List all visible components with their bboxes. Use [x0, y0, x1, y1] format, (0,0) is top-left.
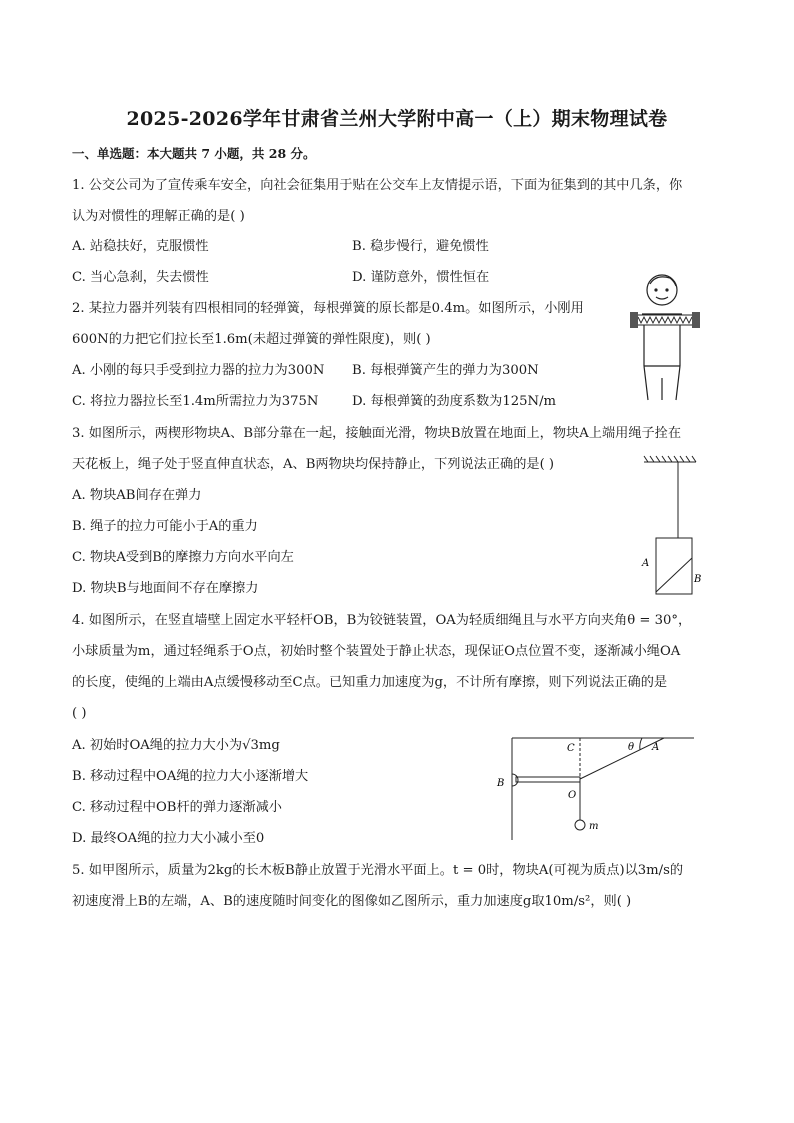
q2-option-d: D. 每根弹簧的劲度系数为125N/m	[352, 394, 557, 409]
q1-stem-line-1: 1. 公交公司为了宣传乘车安全，向社会征集用于贴在公交车上友情提示语，下面为征集到的其中几条，你	[72, 178, 683, 193]
label-a: A	[652, 742, 660, 753]
q3-option-a: A. 物块AB间存在弹力	[72, 488, 202, 503]
label-theta: θ	[628, 742, 635, 753]
contact-surface	[656, 558, 692, 592]
q5-stem-line-2: 初速度滑上B的左端，A、B的速度随时间变化的图像如乙图所示，重力加速度g取10m/s²，则( )	[72, 894, 632, 909]
q4-stem-line-2: 小球质量为m，通过轻绳系于O点，初始时整个装置处于静止状态，现保证O点位置不变，逐渐减小绳OA	[72, 644, 681, 659]
label-c: C	[567, 743, 575, 754]
q3-option-b: B. 绳子的拉力可能小于A的重力	[72, 519, 258, 534]
q4-figure-rod-rope	[492, 728, 696, 844]
q3-option-d: D. 物块B与地面间不存在摩擦力	[72, 581, 259, 596]
q2-option-a: A. 小刚的每只手受到拉力器的拉力为300N	[72, 363, 325, 378]
label-m: m	[589, 821, 599, 832]
q3-stem-line-1: 3. 如图所示，两楔形物块A、B部分靠在一起，接触面光滑，物块B放置在地面上，物块A上端用绳子拴在	[72, 426, 682, 441]
q1-stem-line-2: 认为对惯性的理解正确的是( )	[72, 209, 245, 224]
label-b: B	[694, 574, 702, 585]
q1-option-b: B. 稳步慢行，避免惯性	[352, 239, 489, 254]
wedge-block	[656, 538, 692, 594]
q4-option-a: A. 初始时OA绳的拉力大小为√3mg	[72, 738, 280, 753]
q2-stem-line-1: 2. 某拉力器并列装有四根相同的轻弹簧，每根弹簧的原长都是0.4m。如图所示，小刚用	[72, 301, 584, 316]
label-a: A	[642, 558, 650, 569]
q4-option-c: C. 移动过程中OB杆的弹力逐渐减小	[72, 800, 282, 815]
q4-option-d: D. 最终OA绳的拉力大小减小至0	[72, 831, 265, 846]
label-o: O	[568, 790, 577, 801]
q4-stem-line-1: 4. 如图所示，在竖直墙壁上固定水平轻杆OB，B为铰链装置，OA为轻质细绳且与水平方向夹角θ = 30°，	[72, 613, 692, 628]
q4-stem-line-3: 的长度，使绳的上端由A点缓慢移动至C点。已知重力加速度为g，不计所有摩擦，则下列说法正确的是	[72, 675, 668, 690]
rod-ob	[516, 777, 580, 782]
q4-option-b: B. 移动过程中OA绳的拉力大小逐渐增大	[72, 769, 309, 784]
q5-stem-line-1: 5. 如甲图所示，质量为2kg的长木板B静止放置于光滑水平面上。t = 0时，物块A(可视为质点)以3m/s的	[72, 863, 684, 878]
q1-option-a: A. 站稳扶好，克服惯性	[72, 239, 209, 254]
hinge-b	[512, 774, 518, 786]
label-b: B	[497, 778, 505, 789]
q1-option-d: D. 谨防意外，惯性恒在	[352, 270, 490, 285]
q2-figure-person-expander	[626, 270, 716, 410]
section-heading: 一、单选题：本大题共 7 小题，共 28 分。	[72, 146, 316, 161]
q3-option-c: C. 物块A受到B的摩擦力方向水平向左	[72, 550, 294, 565]
q4-stem-line-4: ( )	[72, 706, 87, 721]
q2-option-b: B. 每根弹簧产生的弹力为300N	[352, 363, 539, 378]
q3-stem-line-2: 天花板上，绳子处于竖直伸直状态，A、B两物块均保持静止，下列说法正确的是( )	[72, 457, 555, 472]
q2-option-c: C. 将拉力器拉长至1.4m所需拉力为375N	[72, 394, 319, 409]
q2-stem-line-2: 600N的力把它们拉长至1.6m(未超过弹簧的弹性限度)，则( )	[72, 332, 431, 347]
page-title: 2025-2026学年甘肃省兰州大学附中高一（上）期末物理试卷	[126, 108, 668, 130]
q3-figure-wedges	[630, 452, 710, 600]
q1-option-c: C. 当心急刹，失去惯性	[72, 270, 209, 285]
ball-m	[575, 820, 585, 830]
